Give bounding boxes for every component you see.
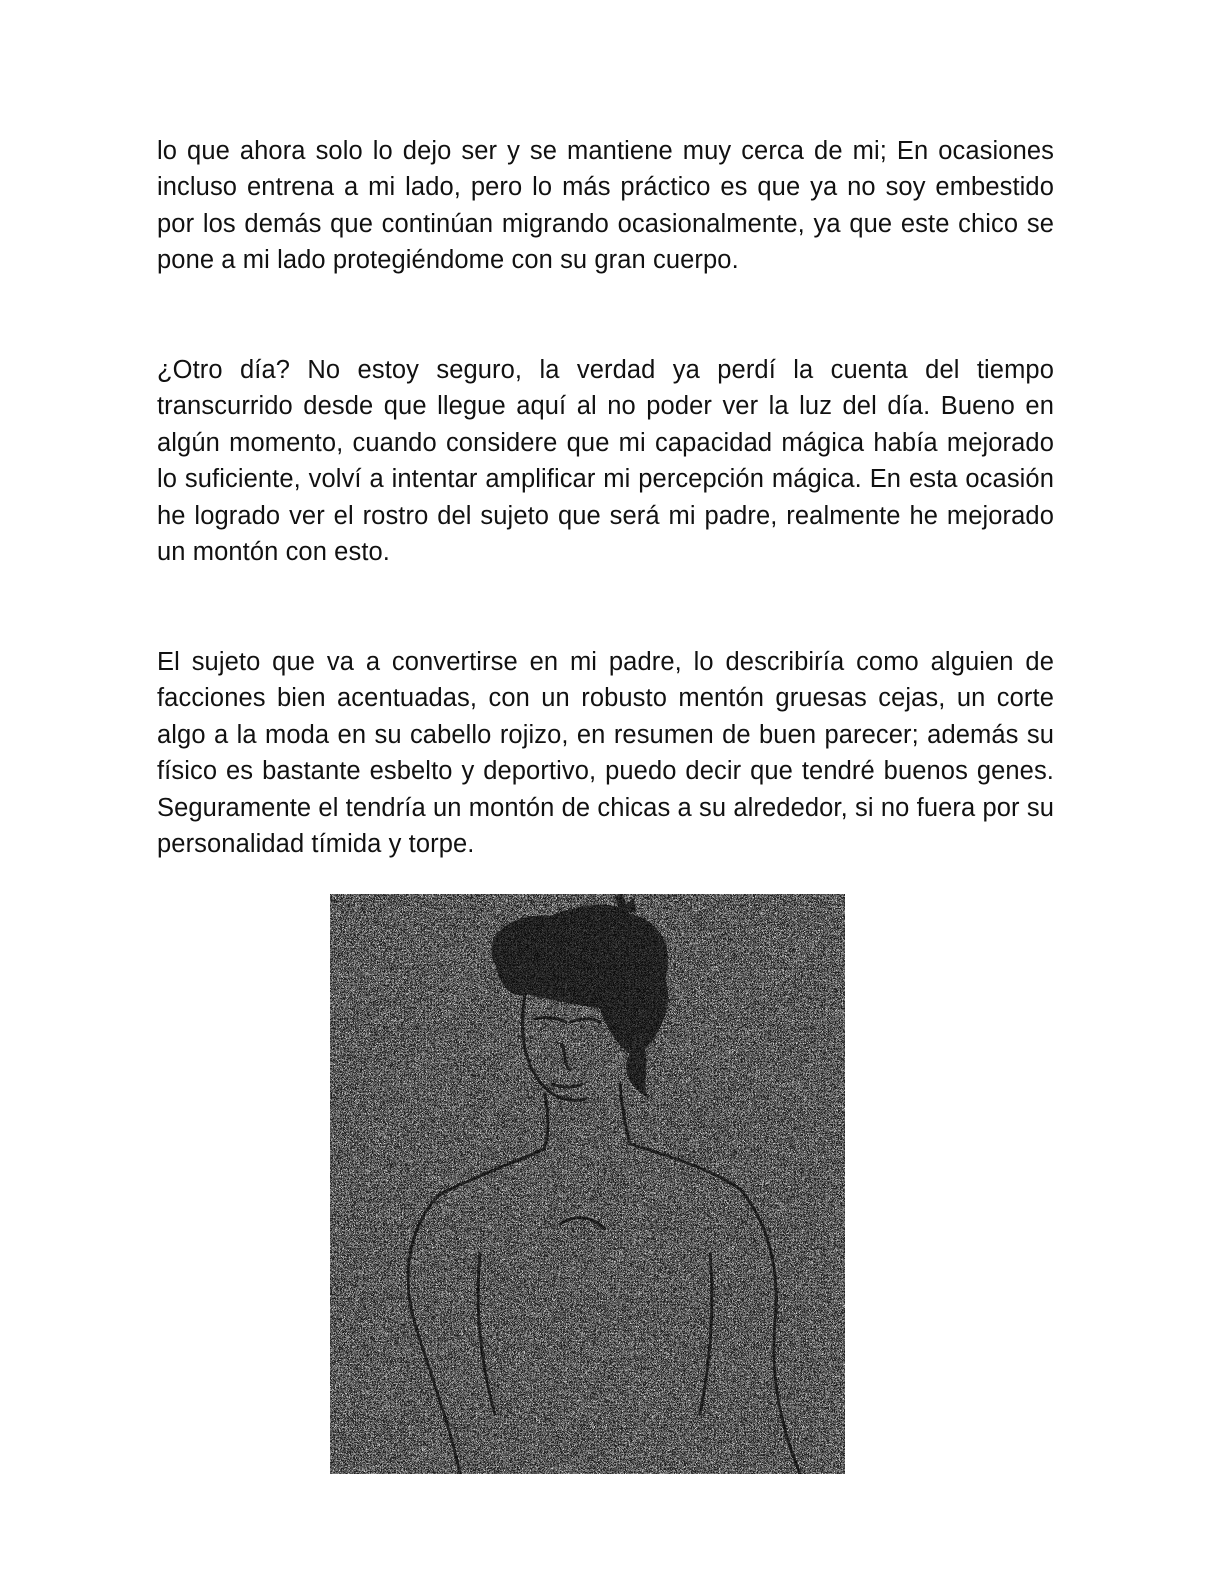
sketch-svg (330, 894, 845, 1474)
paragraph-3: El sujeto que va a convertirse en mi padre, lo describiría como alguien de facciones bien acentuadas, con un robusto mentón gruesas cejas, un corte algo a la moda en su cabello rojizo, en resumen de buen parecer; además su físico es bastante esbelto y deportivo, puedo decir que tendré buenos genes. Seguramente el tendría un montón de chicas a su alrededor, si no fuera por su personalidad tímida y torpe. (157, 648, 1054, 859)
sketch-illustration (330, 894, 845, 1474)
speckle-layer (330, 894, 845, 1474)
paragraph-2: ¿Otro día? No estoy seguro, la verdad ya perdí la cuenta del tiempo transcurrido desde que llegue aquí al no poder ver la luz del día. Bueno en algún momento, cuando considere que mi capacidad mágica había mejorado lo suficiente, volví a intentar amplificar mi percepción mágica. En esta ocasión he logrado ver el rostro del sujeto que será mi padre, realmente he mejorado un montón con esto. (157, 356, 1054, 567)
paragraph-1: lo que ahora solo lo dejo ser y se mantiene muy cerca de mi; En ocasiones incluso entrena a mi lado, pero lo más práctico es que ya no soy embestido por los demás que continúan migrando ocasionalmente, ya que este chico se pone a mi lado protegiéndome con su gran cuerpo. (157, 137, 1054, 275)
